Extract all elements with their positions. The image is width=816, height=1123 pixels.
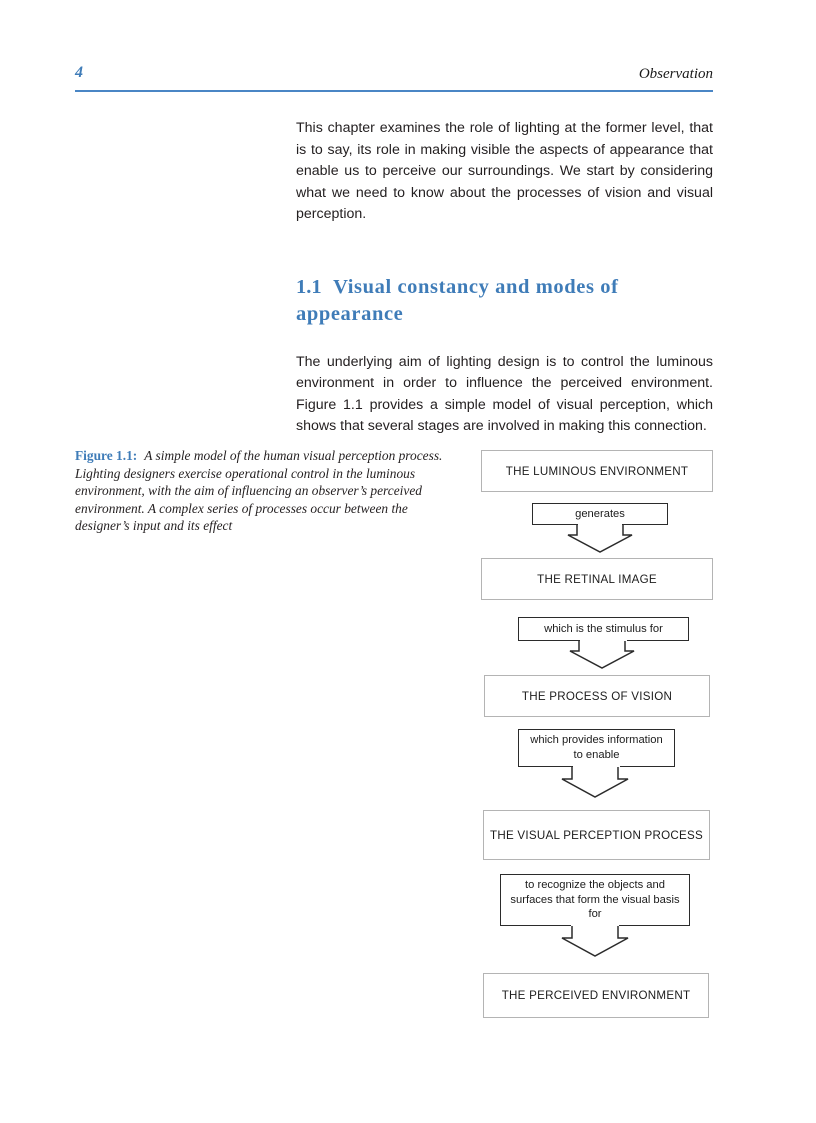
- box-edge-bottom-left: [518, 640, 580, 641]
- flow-node-label: THE LUMINOUS ENVIRONMENT: [505, 464, 689, 478]
- box-edge-bottom-right: [619, 925, 690, 926]
- paragraph-visual-constancy: The underlying aim of lighting design is to control the luminous environment in order to influence the perceived environment. Figure 1.1 provides a simple model of visual perception, which shows that several stages are involved in making this connection.: [296, 353, 713, 434]
- box-edge-bottom-left: [518, 766, 573, 767]
- flow-node-perceived-environment: [483, 973, 709, 1018]
- flow-connector-stimulus-for: [518, 617, 689, 641]
- flow-node-label: THE VISUAL PERCEPTION PROCESS: [490, 828, 703, 842]
- running-header: [75, 64, 713, 94]
- section-number: 1.1: [296, 275, 322, 298]
- flow-arrow-4: [571, 924, 619, 957]
- flow-connector-generates: [532, 503, 668, 525]
- spacer: [296, 226, 713, 274]
- box-edge-top: [500, 874, 690, 875]
- flow-connector-provides-information: [518, 729, 675, 767]
- figure-flowchart: [481, 450, 713, 1025]
- flow-arrow-3: [571, 765, 619, 798]
- flow-connector-label: which is the stimulus for: [544, 622, 663, 635]
- box-edge-right: [667, 503, 668, 525]
- main-text-column: [296, 118, 713, 438]
- box-edge-top: [532, 503, 668, 504]
- running-title: Observation: [638, 66, 713, 82]
- flow-connector-label: generates: [575, 507, 625, 520]
- flow-node-label: THE PERCEIVED ENVIRONMENT: [501, 989, 691, 1002]
- figure-caption-label: Figure 1.1:: [75, 448, 138, 463]
- flow-node-label: THE PROCESS OF VISION: [521, 689, 673, 703]
- spacer: [296, 328, 713, 352]
- box-edge-bottom-left: [532, 524, 578, 525]
- flow-node-process-of-vision: [484, 675, 710, 717]
- box-edge-bottom-right: [627, 640, 689, 641]
- section-heading: [296, 274, 713, 328]
- flow-node-label: THE RETINAL IMAGE: [537, 572, 657, 586]
- box-edge-top: [518, 617, 689, 618]
- figure-caption-text: A simple model of the human visual perception process. Lighting designers exercise operational control in the luminous environment, with the aim of influencing an observer’s perceived environment. A complex series of processes occur between the designer’s input and its effect: [75, 448, 443, 534]
- box-edge-top: [518, 729, 675, 730]
- box-edge-bottom-right: [620, 766, 675, 767]
- flow-connector-label: to recognize the objects and surfaces that form the visual basis for: [510, 879, 680, 921]
- box-edge-bottom-right: [622, 524, 668, 525]
- paragraph-intro: This chapter examines the role of lighting at the former level, that is to say, its role in making visible the aspects of appearance that enable us to perceive our surroundings. We start by considering what we need to know about the processes of vision and visual perception.: [296, 120, 713, 222]
- flow-connector-label: which provides information to enable: [530, 734, 663, 761]
- flow-arrow-2: [578, 639, 626, 669]
- flow-node-visual-perception-process: [483, 810, 710, 860]
- box-edge-left: [532, 503, 533, 525]
- flow-node-retinal-image: [481, 558, 713, 600]
- section-title: Visual constancy and modes of appearance: [296, 275, 619, 325]
- page-number: 4: [75, 64, 83, 81]
- flow-node-luminous-environment: [481, 450, 713, 492]
- figure-caption: [75, 447, 455, 535]
- box-edge-left: [518, 617, 519, 641]
- box-edge-bottom-left: [500, 925, 571, 926]
- box-edge-right: [688, 617, 689, 641]
- header-rule: [75, 90, 713, 92]
- flow-arrow-1: [576, 523, 624, 553]
- flow-connector-recognize-objects: [500, 874, 690, 926]
